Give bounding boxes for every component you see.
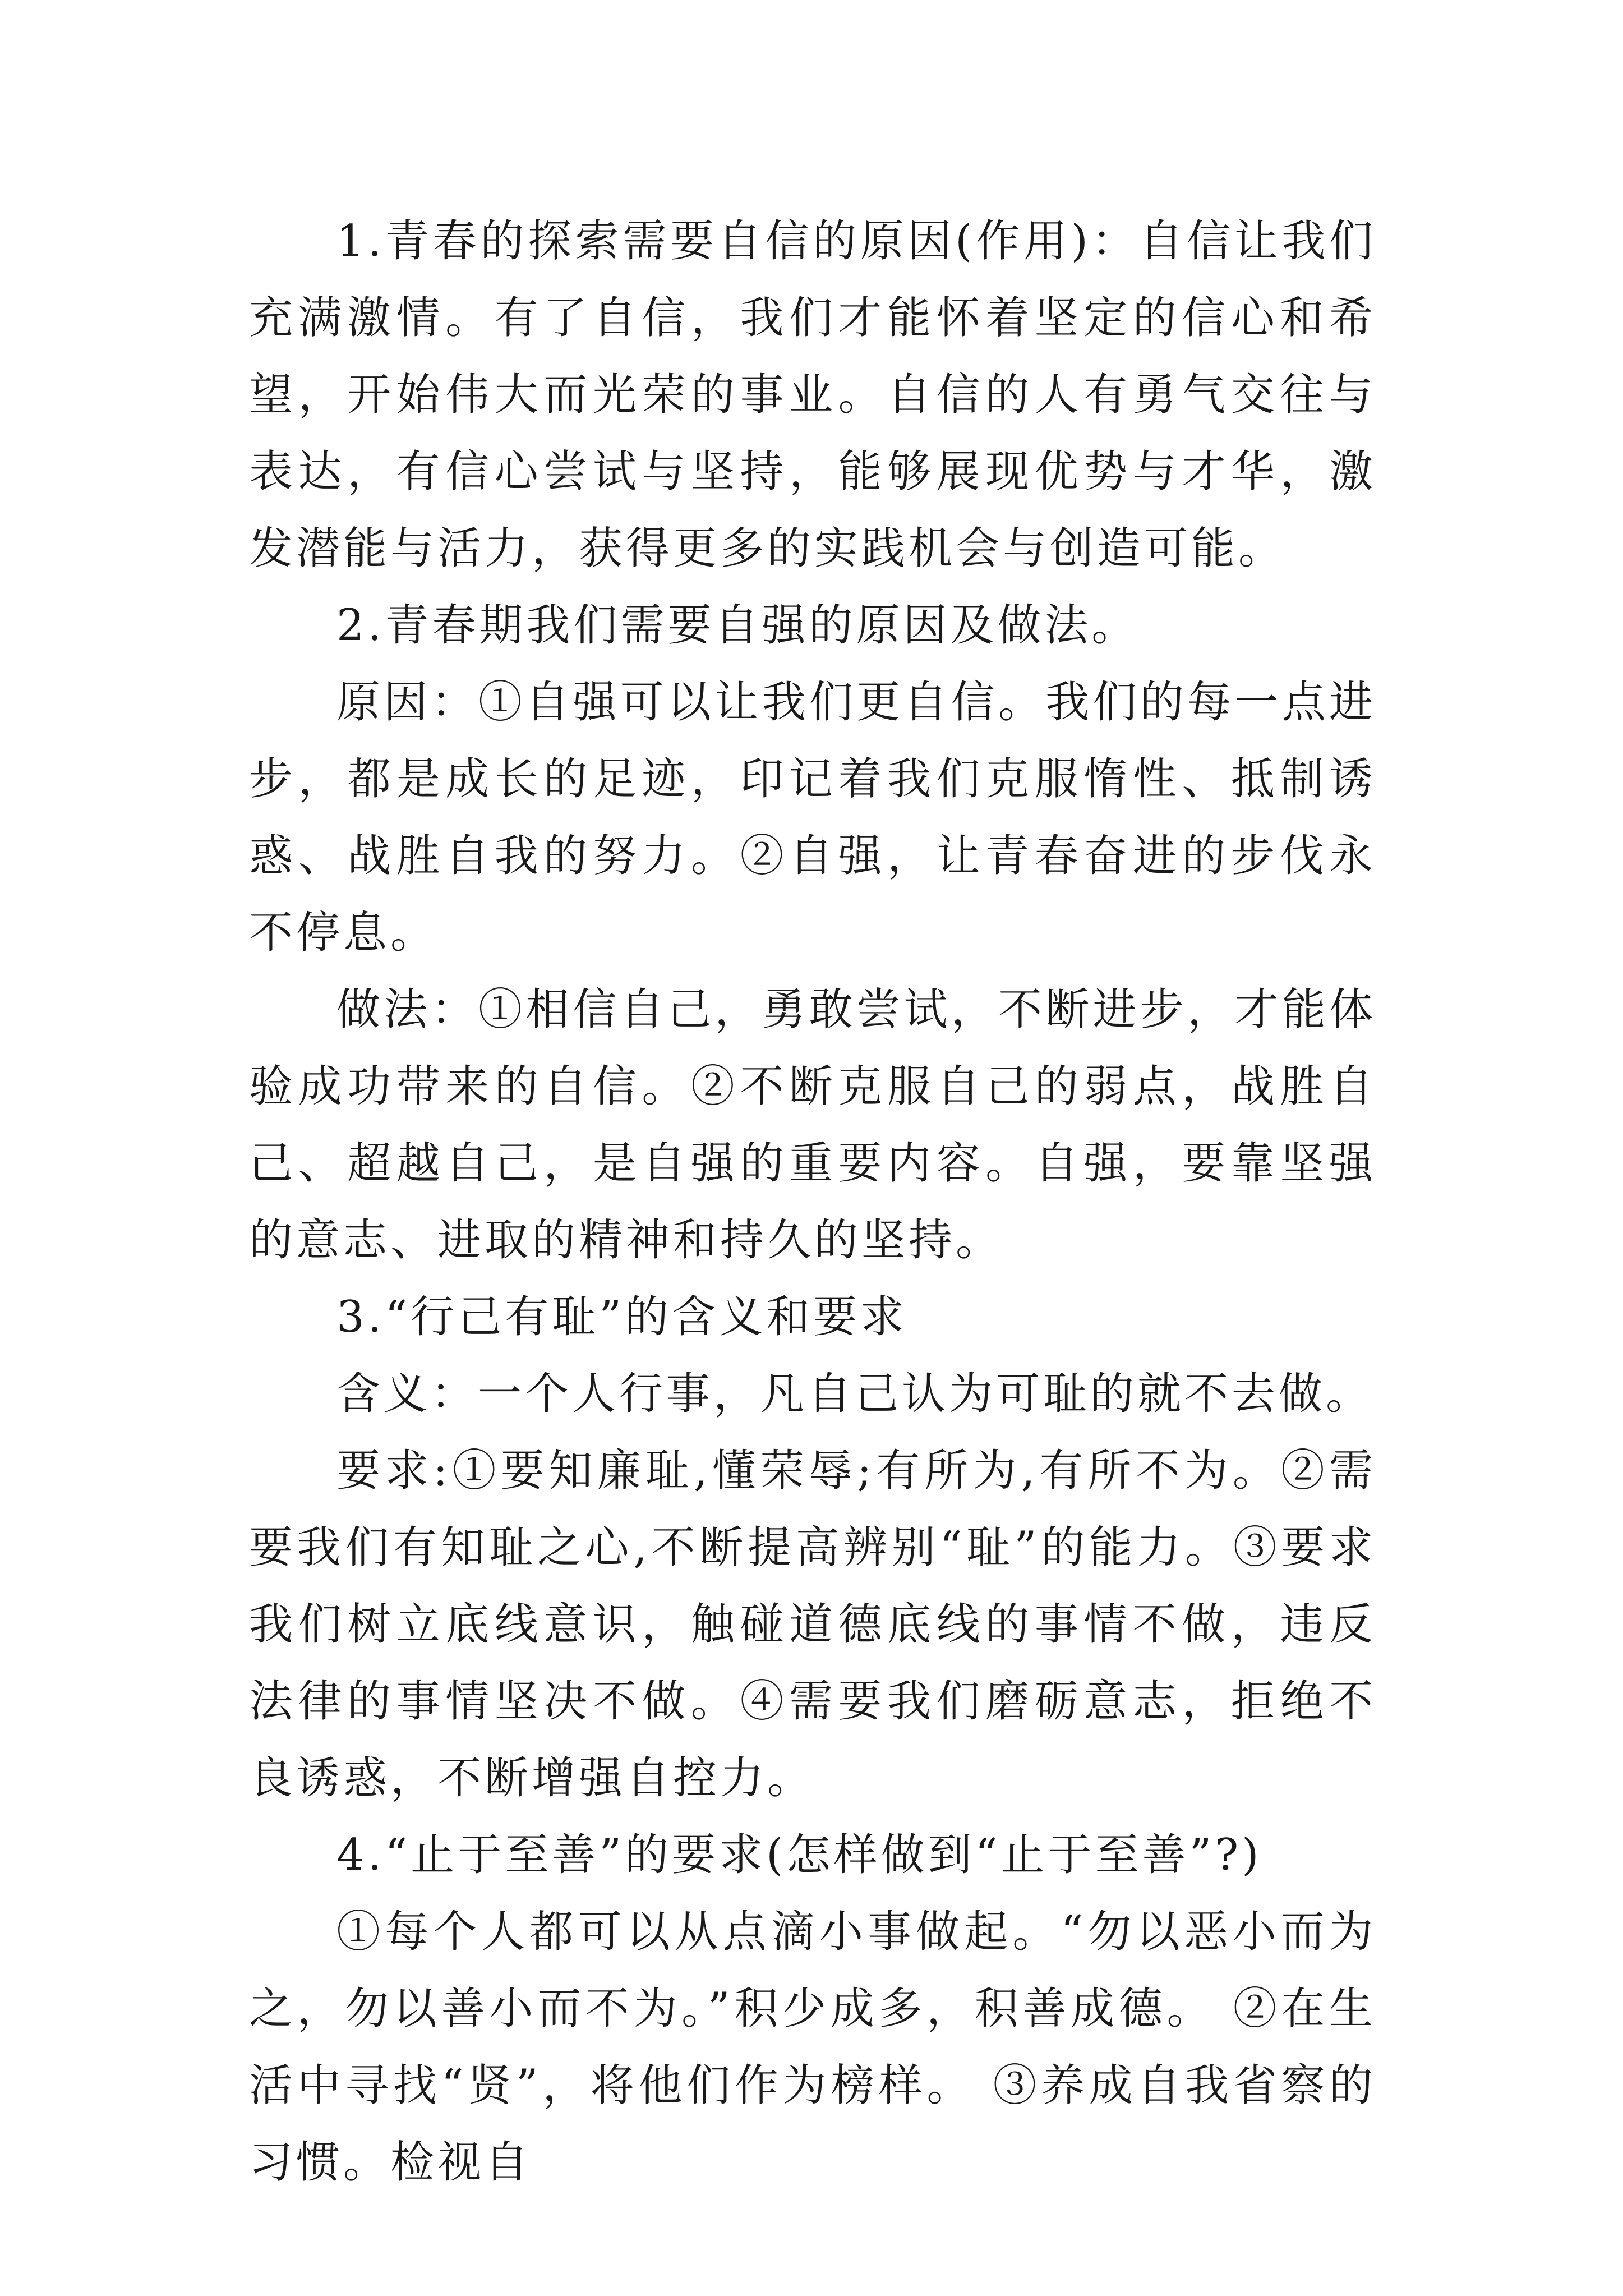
paragraph-supreme-good-requirements: ①每个人都可以从点滴小事做起。“勿以恶小而为之，勿以善小而不为。”积少成多，积善成德。 ②在生活中寻找“贤”，将他们作为榜样。 ③养成自我省察的习惯。检视自 (249, 1907, 1376, 2188)
paragraph-shame-meaning: 含义：一个人行事，凡自己认为可耻的就不去做。 (336, 1369, 1373, 1419)
paragraph-shame-requirements: 要求:①要知廉耻,懂荣辱;有所为,有所不为。②需要我们有知耻之心,不断提高辨别“耻”的能力。③要求我们树立底线意识，触碰道德底线的事情不做，违反法律的事情坚决不做。④需要我们磨砺意志，拒绝不良诱惑，不断增强自控力。 (249, 1446, 1376, 1803)
paragraph-self-strength-heading: 2.青春期我们需要自强的原因及做法。 (336, 600, 1139, 651)
document-body (249, 203, 1376, 2201)
paragraph-confidence-reasons: 1.青春的探索需要自信的原因(作用)：自信让我们充满激情。有了自信，我们才能怀着坚定的信心和希望，开始伟大而光荣的事业。自信的人有勇气交往与表达，有信心尝试与坚持，能够展现优势与才华，激发潜能与活力，获得更多的实践机会与创造可能。 (249, 216, 1376, 574)
paragraph-shame-heading: 3.“行己有耻”的含义和要求 (336, 1292, 908, 1342)
paragraph-self-strength-reasons: 原因：①自强可以让我们更自信。我们的每一点进步，都是成长的足迹，印记着我们克服惰性、抵制诱惑、战胜自我的努力。②自强，让青春奋进的步伐永不停息。 (249, 677, 1376, 958)
paragraph-self-strength-methods: 做法：①相信自己，勇敢尝试，不断进步，才能体验成功带来的自信。②不断克服自己的弱点，战胜自己、超越自己，是自强的重要内容。自强，要靠坚强的意志、进取的精神和持久的坚持。 (249, 984, 1376, 1266)
paragraph-supreme-good-heading: 4.“止于至善”的要求(怎样做到“止于至善”?) (336, 1830, 1262, 1880)
